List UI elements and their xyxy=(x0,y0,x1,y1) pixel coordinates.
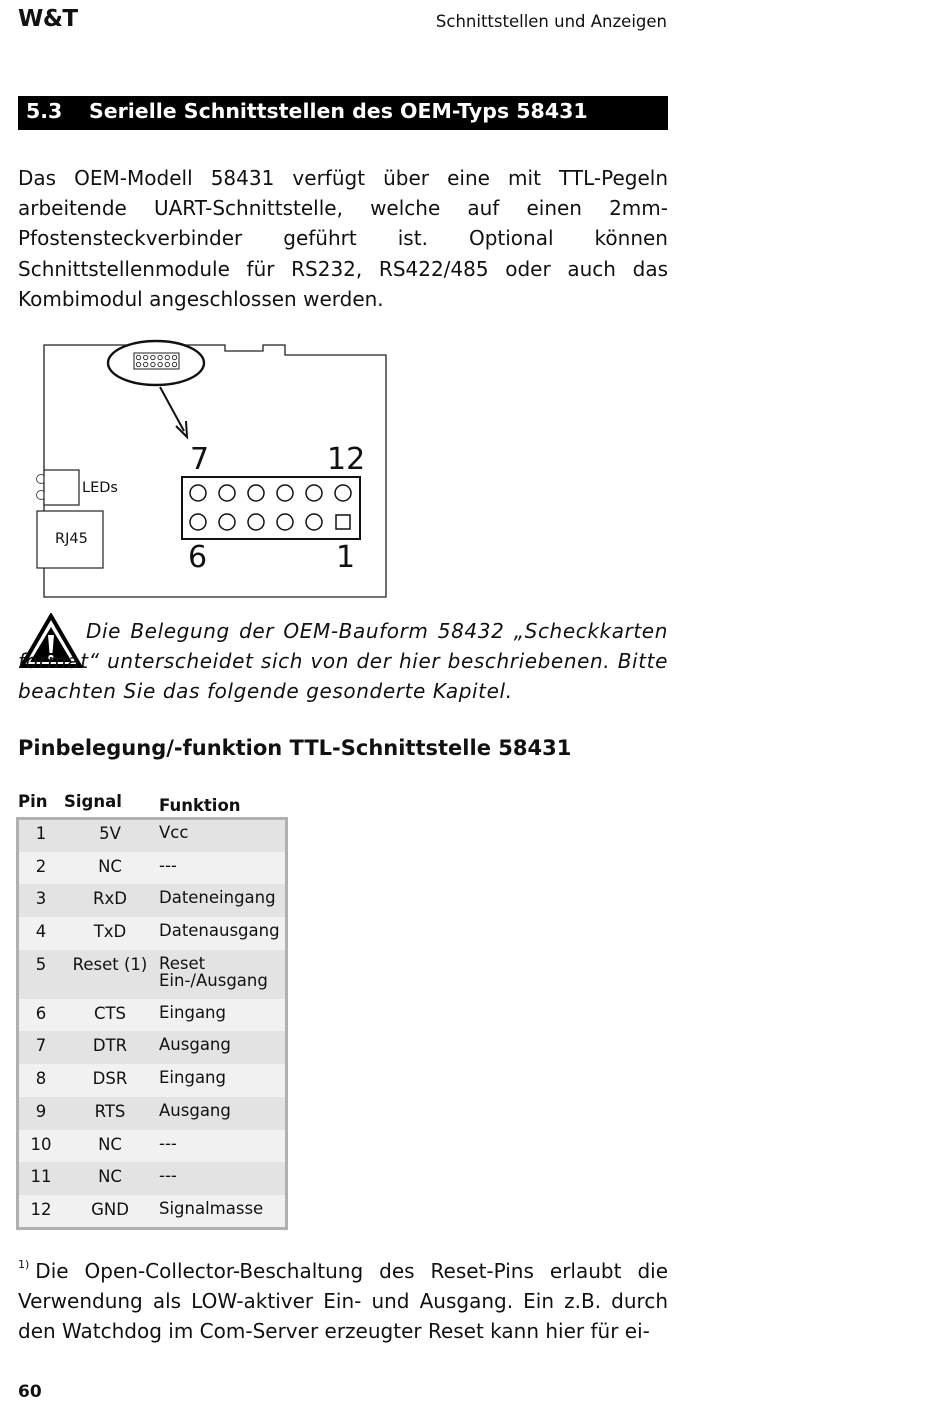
function-text: Datenausgang xyxy=(159,921,280,941)
table-row xyxy=(18,1162,286,1195)
section-heading xyxy=(18,96,668,130)
footnote xyxy=(18,1250,668,1347)
pin-cell: 6 xyxy=(35,1003,47,1023)
function-cell xyxy=(156,999,286,1032)
running-header-title: Schnittstellen und Anzeigen xyxy=(435,12,667,31)
function-cell xyxy=(156,1195,286,1228)
function-cell xyxy=(156,950,286,999)
table-row xyxy=(18,1064,286,1097)
brand-logo: W&T xyxy=(18,6,78,32)
pin-label-1: 1 xyxy=(336,540,356,575)
pin-cell: 11 xyxy=(30,1167,52,1187)
pin-cell: 3 xyxy=(35,889,47,909)
signal-cell: DSR xyxy=(92,1069,128,1089)
table-row xyxy=(18,999,286,1032)
function-cell xyxy=(156,819,286,852)
table-row xyxy=(18,819,286,852)
function-text: Vcc xyxy=(159,823,189,842)
function-text: Ausgang xyxy=(159,1035,231,1055)
led-block xyxy=(44,470,79,505)
table-row xyxy=(18,884,286,917)
signal-cell: RxD xyxy=(93,889,127,909)
signal-cell: 5V xyxy=(99,824,121,843)
function-text: Ausgang xyxy=(159,1100,231,1120)
table-heading: Pinbelegung/-funktion TTL-Schnittstelle 58431 xyxy=(18,736,572,760)
function-text: --- xyxy=(159,855,177,875)
function-text: Signalmasse xyxy=(159,1198,264,1218)
signal-cell: RTS xyxy=(94,1101,126,1121)
function-cell xyxy=(156,1064,286,1097)
function-text: --- xyxy=(159,1166,177,1186)
function-text: Reset xyxy=(159,953,206,973)
function-cell xyxy=(156,1162,286,1195)
pin-cell: 5 xyxy=(35,954,47,974)
footnote-text: Die Open-Collector-Beschaltung des Reset-Pins erlaubt die Verwendung als LOW-aktiver Ein- und Ausgang. Ein z.B. durch den Watchdog im Com-Server erzeugter Reset kann hier für ei- xyxy=(18,1259,668,1344)
signal-cell: NC xyxy=(98,1167,122,1187)
section-title: Serielle Schnittstellen des OEM-Typs 58431 xyxy=(89,99,588,123)
pin-label-7: 7 xyxy=(190,442,210,477)
warning-text: Die Belegung der OEM-Bauform 58432 „Scheckkarten format“ unterscheidet sich von der hier beschriebenen. Bitte beachten Sie das folgende gesonderte Kapitel. xyxy=(18,619,668,704)
signal-cell: DTR xyxy=(92,1036,128,1056)
pin-header xyxy=(182,477,360,539)
table-row xyxy=(18,917,286,950)
signal-cell: TxD xyxy=(93,922,127,942)
pin-cell: 4 xyxy=(35,922,47,942)
pin-label-6: 6 xyxy=(188,540,208,575)
function-text: --- xyxy=(159,1133,177,1153)
table-header-row xyxy=(18,792,286,819)
table-row xyxy=(18,1195,286,1228)
function-text: Eingang xyxy=(159,1068,226,1088)
pin-label-12: 12 xyxy=(327,442,366,477)
footnote-marker: 1) xyxy=(18,1258,30,1271)
pin-cell: 2 xyxy=(35,856,47,876)
function-cell xyxy=(156,884,286,917)
function-text: Dateneingang xyxy=(159,888,276,908)
table-row xyxy=(18,950,286,999)
section-number: 5.3 xyxy=(26,99,63,123)
signal-cell: Reset (1) xyxy=(72,954,148,974)
pin-cell: 12 xyxy=(30,1199,52,1219)
function-text: Eingang xyxy=(159,1002,226,1022)
callout-arrow xyxy=(160,387,184,431)
signal-cell: CTS xyxy=(93,1003,127,1023)
pin-cell: 10 xyxy=(30,1134,52,1154)
signal-cell: GND xyxy=(91,1199,129,1219)
pin-cell: 7 xyxy=(35,1036,47,1056)
table-row xyxy=(18,852,286,885)
column-header-function: Funktion xyxy=(159,796,241,815)
connector-mini xyxy=(134,353,179,369)
pin-assignment-table xyxy=(18,792,286,1228)
leds-label: LEDs xyxy=(82,480,118,496)
page-number: 60 xyxy=(18,1382,42,1402)
table-row xyxy=(18,1031,286,1064)
rj45-label: RJ45 xyxy=(55,531,88,547)
callout-arrowhead xyxy=(176,421,187,437)
signal-cell: NC xyxy=(98,856,122,876)
intro-paragraph: Das OEM-Modell 58431 verfügt über eine mit TTL-Pegeln arbeitende UART-Schnittstelle, welche auf einen 2mm-Pfostensteckverbinder geführt ist. Optional können Schnittstellenmodule für RS232, RS422/485 oder auch das Kombimodul angeschlossen werden. xyxy=(18,166,668,311)
function-cell xyxy=(156,1130,286,1163)
column-header-signal: Signal xyxy=(64,792,122,811)
pin-cell: 8 xyxy=(35,1069,47,1089)
table-row xyxy=(18,1097,286,1130)
board-connector-diagram xyxy=(30,338,400,603)
function-cell xyxy=(156,1031,286,1064)
function-cell xyxy=(156,852,286,885)
pin-cell: 9 xyxy=(35,1101,47,1121)
column-header-pin: Pin xyxy=(18,792,48,811)
table-row xyxy=(18,1130,286,1163)
signal-cell: NC xyxy=(98,1134,122,1154)
function-cell xyxy=(156,1097,286,1130)
pin-cell: 1 xyxy=(35,824,47,843)
function-text-line2: Ein-/Ausgang xyxy=(159,970,268,990)
function-cell xyxy=(156,917,286,950)
